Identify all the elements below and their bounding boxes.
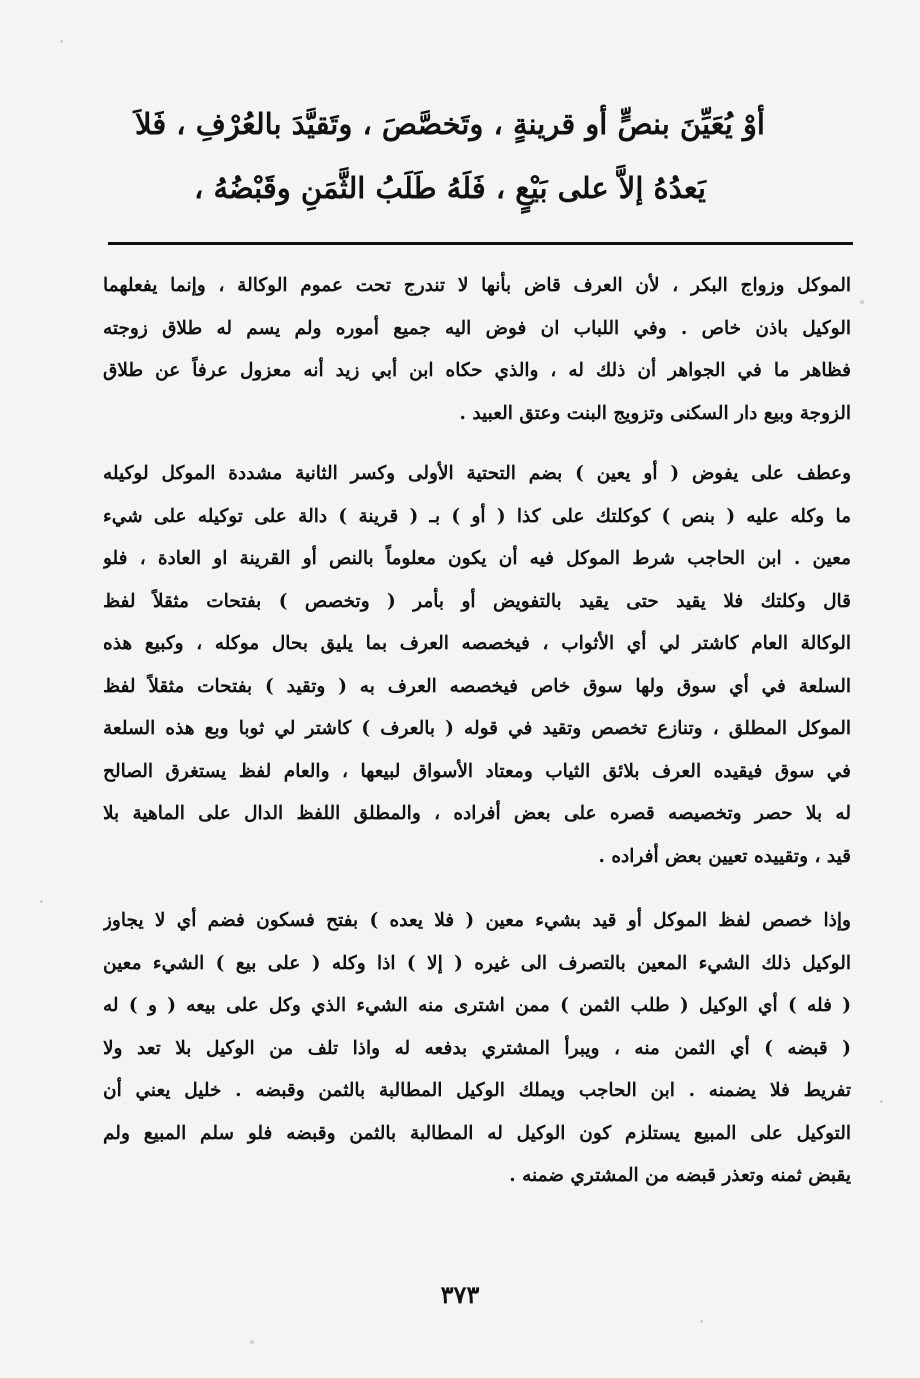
commentary-line: ( فله ) أي الوكيل ( طلب الثمن ) ممن اشترى منه الشيء الذي وكل على بيعه ( و ) له [103,995,851,1016]
commentary-line: وعطف على يفوض ( أو يعين ) بضم التحتية الأولى وكسر الثانية مشددة الموكل لوكيله [103,463,851,484]
scan-speck [40,900,43,903]
commentary-paragraph-1 [103,265,851,435]
commentary-line: التوكيل على المبيع يستلزم كون الوكيل له المطالبة بالثمن وقبضه فلو سلم المبيع ولم [103,1122,851,1144]
commentary-line: الوكيل ذلك الشيء المعين بالتصرف الى غيره ( إلا ) اذا وكله ( على بيع ) الشيء معين [103,952,851,974]
scan-speck [880,1100,883,1103]
commentary-line: يقبض ثمنه وتعذر قبضه من المشتري ضمنه . [509,1165,851,1186]
commentary-line: فظاهر ما في الجواهر أن ذلك له ، والذي حكاه ابن أبي زيد أنه معزول عرفاً عن طلاق [103,360,851,381]
commentary-line: الموكل وزواج البكر ، لأن العرف قاض بأنها لا تندرج تحت عموم الوكالة ، وإنما يفعلهما [103,275,851,296]
scan-speck [700,1320,703,1323]
main-text-line: أوْ يُعَيِّنَ بنصٍّ أو قرينةٍ ، وتَخصَّصَ ، وتَقيَّدَ بالعُرْفِ ، فَلاَ [135,107,765,141]
commentary-line: تفريط فلا يضمنه . ابن الحاجب ويملك الوكيل المطالبة بالثمن وقبضه . خليل يعني أن [103,1080,851,1101]
commentary-paragraph-3 [103,900,851,1198]
commentary-paragraph-2 [103,453,851,878]
main-text [110,92,790,220]
commentary-line: الوكالة العام كاشتر لي أي الأثواب ، فيخصصه العرف بما يليق بحال موكله ، وكبيع هذه [103,633,851,654]
commentary-line: الوكيل باذن خاص . وفي اللباب ان فوض اليه جميع أموره ولم يسم له طلاق زوجته [103,317,851,339]
scan-speck [250,1340,254,1344]
scan-speck [860,300,864,304]
commentary-line: السلعة في أي سوق ولها سوق خاص فيخصصه العرف به ( وتقيد ) بفتحات مثقلاً لفظ [103,675,851,697]
commentary-line: في سوق فيقيده العرف بلائق الثياب ومعتاد الأسواق لبيعها ، والعام لفظ يستغرق الصالح [103,760,851,782]
commentary-line: ما وكله عليه ( بنص ) كوكلتك على كذا ( أو ) بـ ( قرينة ) دالة على توكيله على شيء [103,505,851,527]
commentary-line: معين . ابن الحاجب شرط الموكل فيه أن يكون معلوماً بالنص أو القرينة او العادة ، فلو [103,548,851,569]
scan-speck [60,40,63,43]
commentary-line: الزوجة وبيع دار السكنى وتزويج البنت وعتق العبيد . [459,402,851,424]
commentary-line: الموكل المطلق ، وتنازع تخصص وتقيد في قوله ( بالعرف ) كاشتر لي ثوبا وبع هذه السلعة [103,718,851,739]
page-number: ٣٧٣ [440,1280,480,1309]
commentary-line: له بلا حصر وتخصيصه قصره على بعض أفراده ، والمطلق اللفظ الدال على الماهية بلا [103,803,851,824]
main-text-line: يَعدُهُ إلاَّ على بَيْعٍ ، فَلَهُ طَلَبُ الثَّمَنِ وقَبْضُهُ ، [194,171,706,205]
commentary-line: وإذا خصص لفظ الموكل أو قيد بشيء معين ( فلا يعده ) بفتح فسكون فضم أي لا يجاوز [103,910,851,931]
commentary-line: قال وكلتك فلا يقيد حتى يقيد بالتفويض أو بأمر ( وتخصص ) بفتحات مثقلاً لفظ [103,590,851,612]
commentary-line: قيد ، وتقييده تعيين بعض أفراده . [598,845,851,867]
commentary [103,265,851,1198]
separator-rule [108,242,853,245]
commentary-line: ( قبضه ) أي الثمن منه ، ويبرأ المشتري بدفعه له واذا تلف من الوكيل بلا تعد ولا [103,1037,851,1059]
